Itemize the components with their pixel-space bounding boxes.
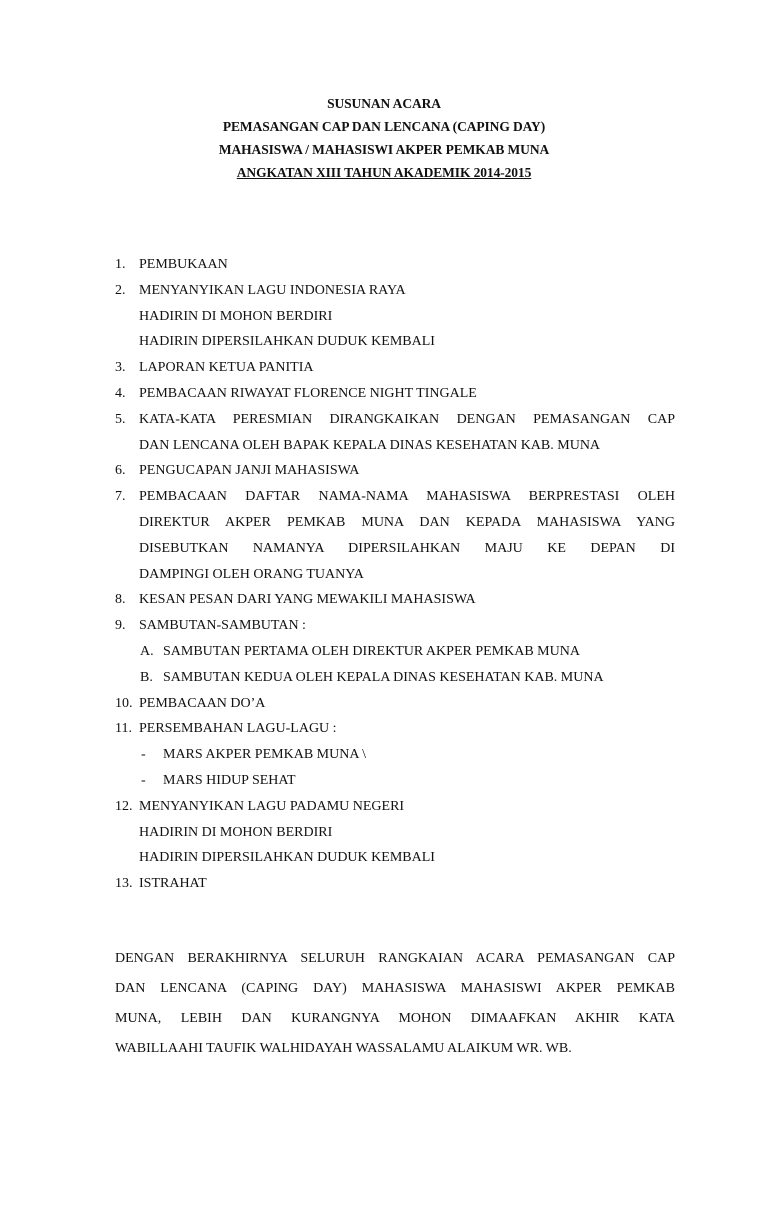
item-continuation-text: DAN LENCANA OLEH BAPAK KEPALA DINAS KESEHATAN KAB. MUNA: [139, 437, 601, 453]
document-header: [0, 92, 768, 184]
agenda-item-note: [115, 845, 675, 871]
item-note-text: HADIRIN DIPERSILAHKAN DUDUK KEMBALI: [139, 850, 435, 866]
item-number: 12.: [115, 798, 133, 814]
agenda-item: [115, 587, 675, 613]
header-title: SUSUNAN ACARA: [327, 96, 441, 111]
agenda-item: [115, 381, 675, 407]
agenda-item: [115, 355, 675, 381]
item-number: 10.: [115, 695, 133, 711]
agenda-item: [115, 613, 675, 639]
item-continuation-text: DISEBUTKAN NAMANYA DIPERSILAHKAN MAJU KE DEPAN DI: [139, 540, 675, 556]
item-text: KATA-KATA PERESMIAN DIRANGKAIKAN DENGAN PEMASANGAN CAP: [139, 411, 675, 427]
item-text: MENYANYIKAN LAGU PADAMU NEGERI: [139, 798, 405, 814]
item-text: SAMBUTAN-SAMBUTAN :: [139, 618, 306, 634]
item-number: 8.: [115, 592, 126, 608]
item-number: 7.: [115, 489, 126, 505]
item-note-text: HADIRIN DIPERSILAHKAN DUDUK KEMBALI: [139, 334, 435, 350]
closing-line: MUNA, LEBIH DAN KURANGNYA MOHON DIMAAFKAN AKHIR KATA: [115, 1011, 675, 1026]
item-text: ISTRAHAT: [139, 876, 207, 892]
agenda-item-note: [115, 329, 675, 355]
item-text: PEMBACAAN DO’A: [139, 695, 266, 711]
item-note-text: HADIRIN DI MOHON BERDIRI: [139, 308, 333, 324]
closing-line: DAN LENCANA (CAPING DAY) MAHASISWA MAHASISWI AKPER PEMKAB: [115, 981, 675, 996]
closing-line: WABILLAAHI TAUFIK WALHIDAYAH WASSALAMU ALAIKUM WR. WB.: [115, 1041, 572, 1056]
item-text: PERSEMBAHAN LAGU-LAGU :: [139, 721, 337, 737]
agenda-item: [115, 458, 675, 484]
header-event: PEMASANGAN CAP DAN LENCANA (CAPING DAY): [222, 119, 546, 134]
item-number: 9.: [115, 618, 126, 634]
agenda-item: [115, 278, 675, 304]
agenda-item: [115, 716, 675, 742]
agenda-item-note: [115, 820, 675, 846]
closing-line: DENGAN BERAKHIRNYA SELURUH RANGKAIAN ACARA PEMASANGAN CAP: [115, 951, 675, 966]
item-number: 1.: [115, 257, 126, 272]
agenda-subitem: [115, 665, 675, 691]
agenda-item: [115, 407, 675, 433]
agenda-list: [115, 252, 675, 897]
item-note-text: HADIRIN DI MOHON BERDIRI: [139, 824, 333, 840]
item-text: PEMBACAAN DAFTAR NAMA-NAMA MAHASISWA BERPRESTASI OLEH: [139, 489, 675, 505]
item-number: 4.: [115, 385, 126, 401]
item-number: 13.: [115, 876, 133, 892]
agenda-item: [115, 794, 675, 820]
agenda-item: [115, 691, 675, 717]
subitem-letter: B.: [140, 669, 153, 685]
agenda-item-continuation: [115, 433, 675, 459]
agenda-subitem: [115, 768, 675, 794]
item-continuation-text: DIREKTUR AKPER PEMKAB MUNA DAN KEPADA MAHASISWA YANG: [139, 514, 675, 530]
closing-paragraph: [115, 944, 675, 1064]
header-participants: MAHASISWA / MAHASISWI AKPER PEMKAB MUNA: [218, 142, 550, 157]
agenda-subitem: [115, 639, 675, 665]
agenda-item-continuation: [115, 562, 675, 588]
subitem-dash: -: [141, 772, 146, 788]
item-number: 3.: [115, 360, 126, 376]
agenda-item-continuation: [115, 536, 675, 562]
subitem-letter: A.: [140, 643, 154, 659]
subitem-dash: -: [141, 747, 146, 763]
item-text: MENYANYIKAN LAGU INDONESIA RAYA: [139, 282, 406, 298]
agenda-item: [115, 871, 675, 897]
agenda-subitem: [115, 742, 675, 768]
item-text: PENGUCAPAN JANJI MAHASISWA: [139, 463, 360, 479]
item-number: 2.: [115, 282, 126, 298]
item-text: LAPORAN KETUA PANITIA: [139, 360, 314, 376]
subitem-text: MARS HIDUP SEHAT: [163, 772, 296, 788]
agenda-item: [115, 252, 675, 278]
subitem-text: SAMBUTAN KEDUA OLEH KEPALA DINAS KESEHATAN KAB. MUNA: [163, 669, 604, 685]
item-number: 5.: [115, 411, 126, 427]
item-continuation-text: DAMPINGI OLEH ORANG TUANYA: [139, 566, 364, 582]
agenda-item: [115, 484, 675, 510]
subitem-text: SAMBUTAN PERTAMA OLEH DIREKTUR AKPER PEMKAB MUNA: [163, 643, 580, 659]
agenda-item-continuation: [115, 510, 675, 536]
subitem-text: MARS AKPER PEMKAB MUNA \: [163, 747, 367, 763]
item-number: 11.: [115, 721, 132, 737]
item-number: 6.: [115, 463, 126, 479]
header-batch: ANGKATAN XIII TAHUN AKADEMIK 2014-2015: [236, 165, 532, 180]
item-text: KESAN PESAN DARI YANG MEWAKILI MAHASISWA: [139, 592, 476, 608]
item-text: PEMBACAAN RIWAYAT FLORENCE NIGHT TINGALE: [139, 385, 477, 401]
item-text: PEMBUKAAN: [139, 257, 228, 272]
agenda-item-note: [115, 304, 675, 330]
